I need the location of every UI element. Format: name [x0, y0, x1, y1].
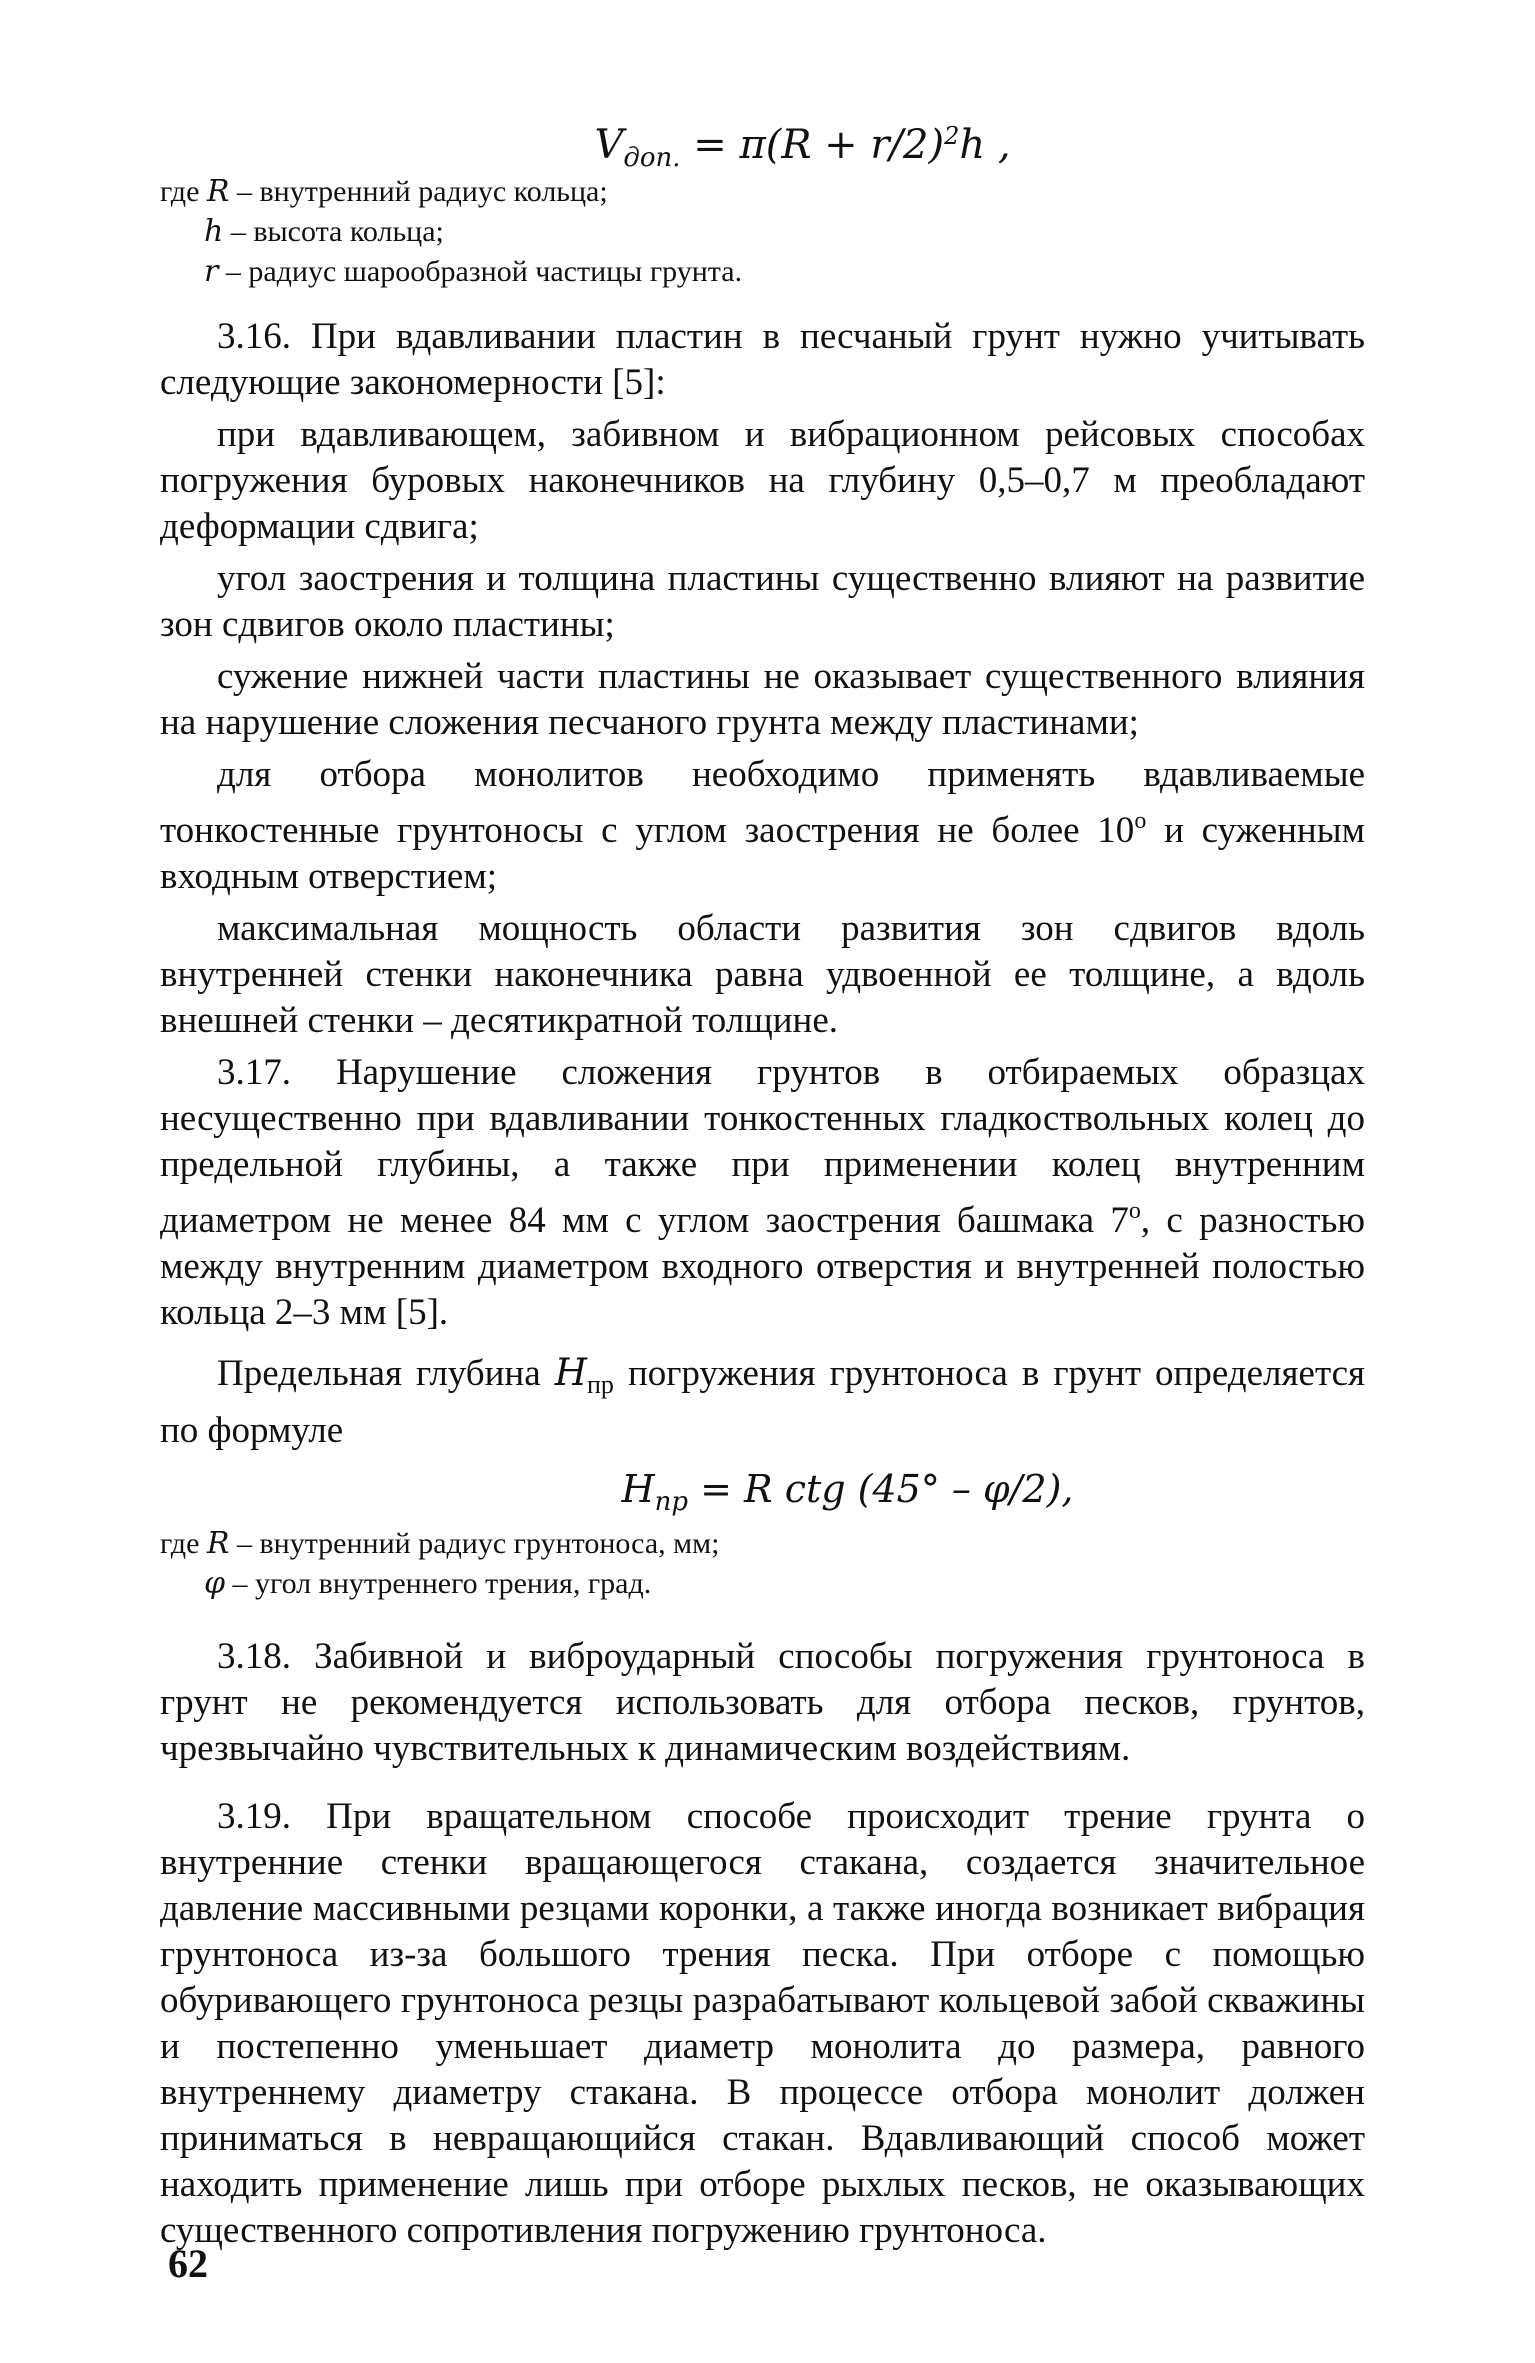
- formula-volume: $V_{доп.} = \pi(R + r/2)^2h$ ,: [594, 122, 1011, 173]
- legend-row: где R – внутренний радиус грунтоноса, мм;: [160, 1526, 720, 1561]
- legend-row: h – высота кольца;: [204, 214, 444, 249]
- formula-depth-legend: [160, 1524, 1365, 1604]
- paragraph-3-16: 3.16. При вдавливании пластин в песчаный грунт нужно учитывать следующие закономерности [5]:: [160, 316, 1365, 403]
- list-item: для отбора монолитов необходимо применять вдавливаемые тонкостенные грунтоносы с углом заострения не более $10^о$ и суженным входным отверстием;: [160, 754, 1365, 897]
- list-item: максимальная мощность области развития зон сдвигов вдоль внутренней стенки наконечника равна удвоенной ее толщине, а вдоль внешней стенки – десятикратной толщине.: [160, 908, 1365, 1041]
- list-item: сужение нижней части пластины не оказывает существенного влияния на нарушение сложения песчаного грунта между пластинами;: [160, 656, 1365, 743]
- formula-volume-legend: [160, 172, 1365, 292]
- paragraph-3-19: 3.19. При вращательном способе происходит трение грунта о внутренние стенки вращающегося стакана, создается значительное давление массивными резцами коронки, а также иногда возникает вибрация грунтоноса из-за большого трения песка. При отборе с помощью обуривающего грунтоноса резцы разрабатывают кольцевой забой скважины и постепенно уменьшает диаметр монолита до размера, равного внутреннему диаметру стакана. В процессе отбора монолит должен приниматься в невращающийся стакан. Вдавливающий способ может находить применение лишь при отборе рыхлых песков, не оказывающих существенного сопротивления погружению грунтоноса.: [160, 1796, 1365, 2251]
- list-item: угол заострения и толщина пластины существенно влияют на развитие зон сдвигов около пластины;: [160, 558, 1365, 645]
- paragraph-3-18: 3.18. Забивной и виброударный способы погружения грунтоноса в грунт не рекомендуется использовать для отбора песков, грунтов, чрезвычайно чувствительных к динамическим воздействиям.: [160, 1636, 1365, 1769]
- paragraph-3-17: 3.17. Нарушение сложения грунтов в отбираемых образцах несущественно при вдавливании тонкостенных гладкоствольных колец до предельной глубины, а также при применении колец внутренним диаметром не менее 84 мм с углом заострения башмака $7^о$, с разностью между внутренним диаметром входного отверстия и внутренней полостью кольца 2–3 мм [5].: [160, 1052, 1365, 1333]
- legend-row: где R – внутренний радиус кольца;: [160, 174, 608, 209]
- page-number: 62: [168, 2241, 208, 2286]
- list-item: при вдавливающем, забивном и вибрационном рейсовых способах погружения буровых наконечников на глубину 0,5–0,7 м преобладают деформации сдвига;: [160, 414, 1365, 547]
- page-content: [160, 100, 1365, 2254]
- legend-row: φ – угол внутреннего трения, град.: [204, 1566, 652, 1601]
- paragraph-depth: Предельная глубина $H_{пр}$ погружения грунтоноса в грунт определяется по формуле: [160, 1351, 1366, 1451]
- legend-row: r – радиус шарообразной частицы грунта.: [204, 254, 743, 289]
- formula-depth: $H_{пр} = R$ ctg (45° – φ/2),: [621, 1467, 1074, 1517]
